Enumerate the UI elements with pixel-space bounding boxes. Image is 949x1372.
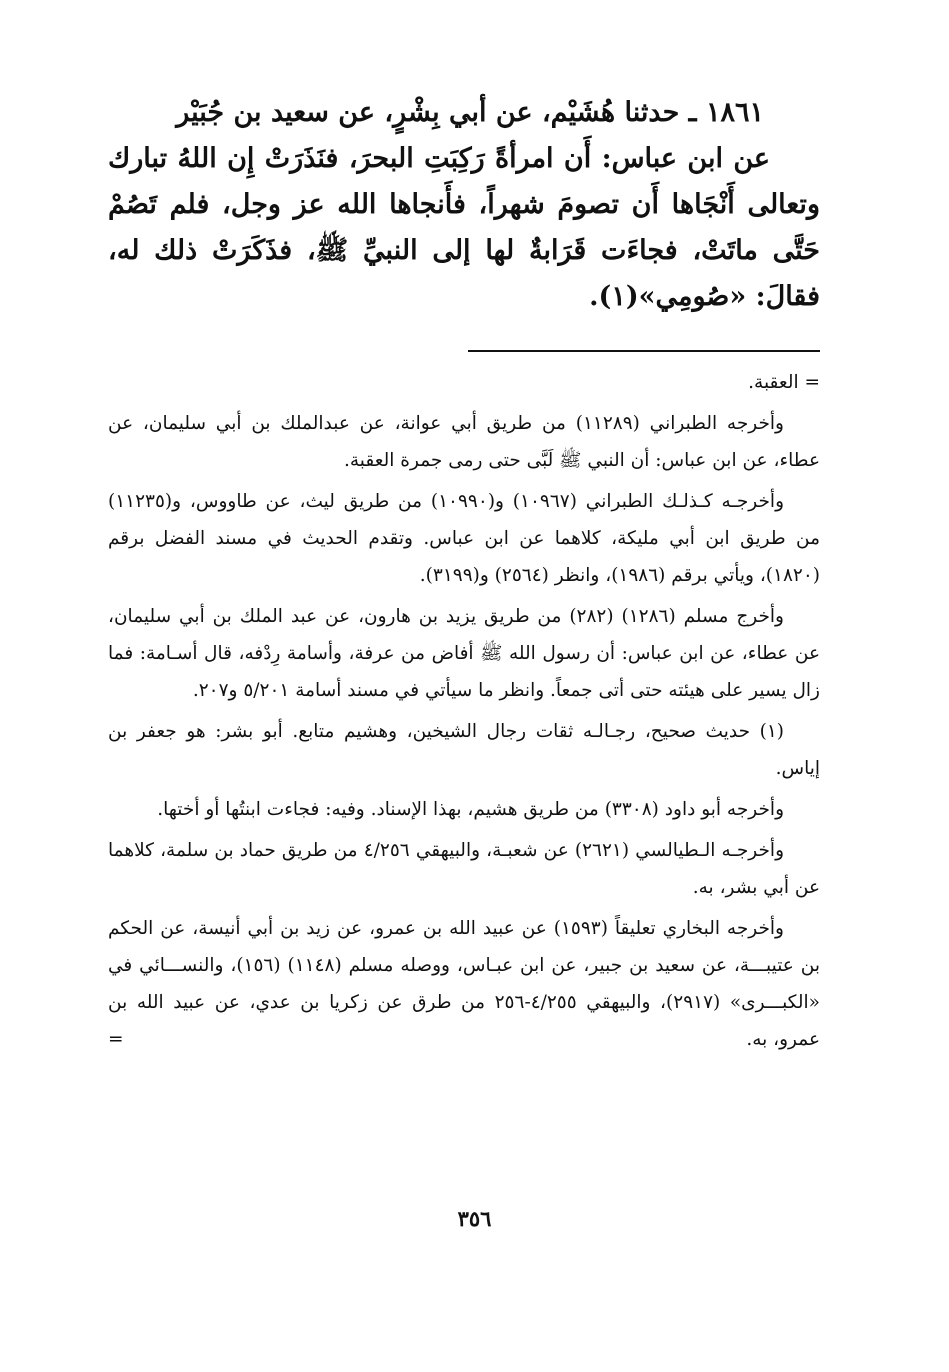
page-content <box>108 90 820 1062</box>
footnotes <box>108 364 820 1058</box>
hadith-text: عن ابن عباس: أَن امرأةً رَكِبَتِ البحرَ، فنَذَرَتْ إِن اللهُ تبارك وتعالى أَنْجَاها أَن تصومَ شهراً، فأَنجاها الله عز وجل، فلم تَصُمْ حَتَّى ماتَتْ، فجاءَت قَرَابةٌ لها إلى النبيِّ ﷺ، فذَكَرَتْ ذلك له، فقالَ: «صُومِي»(١). <box>108 143 820 312</box>
footnote-paragraph: (١) حديث صحيح، رجـالـه ثقات رجال الشيخين، وهشيم متابع. أبو بشر: هو جعفر بن إياس. <box>108 721 820 779</box>
hadith-block <box>108 90 820 320</box>
footnote-paragraph: وأخرج مسلم (١٢٨٦) (٢٨٢) من طريق يزيد بن هارون، عن عبد الملك بن أبي سليمان، عن عطاء، عن ابن عباس: أن رسول الله ﷺ أفاض من عرفة، وأسامة رِدْفه، قال أسـامة: فما زال يسير على هيئته حتى أتى جمعاً. وانظر ما سيأتي في مسند أسامة ٥/٢٠١ و٢٠٧. <box>108 606 820 701</box>
footnote-paragraph: وأخرجه الطبراني (١١٢٨٩) من طريق أبي عوانة، عن عبدالملك بن أبي سليمان، عن عطاء، عن ابن عباس: أن النبي ﷺ لَبَّى حتى رمى جمرة العقبة. <box>108 413 820 471</box>
footnote-paragraph: وأخرجـه الـطيالسي (٢٦٢١) عن شعبـة، والبيهقي ٤/٢٥٦ من طريق حماد بن سلمة، كلاهما عن أبي بشر، به. <box>108 840 820 898</box>
footnote-paragraph: وأخرجه أبو داود (٣٣٠٨) من طريق هشيم، بهذا الإسناد. وفيه: فجاءت ابنتُها أو أختها. <box>157 799 784 820</box>
footnote-continued: = العقبة. <box>748 372 820 393</box>
footnote-paragraph: وأخرجه البخاري تعليقاً (١٥٩٣) عن عبيد الله بن عمرو، عن زيد بن أبي أنيسة، عن الحكم بن عتيبـــة، عن سعيد بن جبير، عن ابن عبـاس، ووصله مسلم (١١٤٨) (١٥٦)، والنســـائي في «الكبـــرى» (٢٩١٧)، والبيهقي ٤/٢٥٥-٢٥٦ من طرق عن زكريا بن عدي، عن عبيد الله بن عمرو، به. <box>108 918 820 1050</box>
footnote-divider <box>468 350 820 352</box>
footnote-last <box>108 910 820 1058</box>
continuation-mark: = <box>108 1029 124 1050</box>
hadith-chain: ١٨٦١ ـ حدثنا هُشَيْم، عن أبي بِشْرٍ، عن سعيد بن جُبَيْر <box>176 97 764 128</box>
page-number: ٣٥٦ <box>457 1206 492 1231</box>
footnote-paragraph: وأخرجـه كـذلـك الطبراني (١٠٩٦٧) و(١٠٩٩٠) من طريق ليث، عن طاووس، و(١١٢٣٥) من طريق ابن أبي مليكة، كلاهما عن ابن عباس. وتقدم الحديث في مسند الفضل برقم (١٨٢٠)، ويأتي برقم (١٩٨٦)، وانظر (٢٥٦٤) و(٣١٩٩). <box>108 491 820 586</box>
